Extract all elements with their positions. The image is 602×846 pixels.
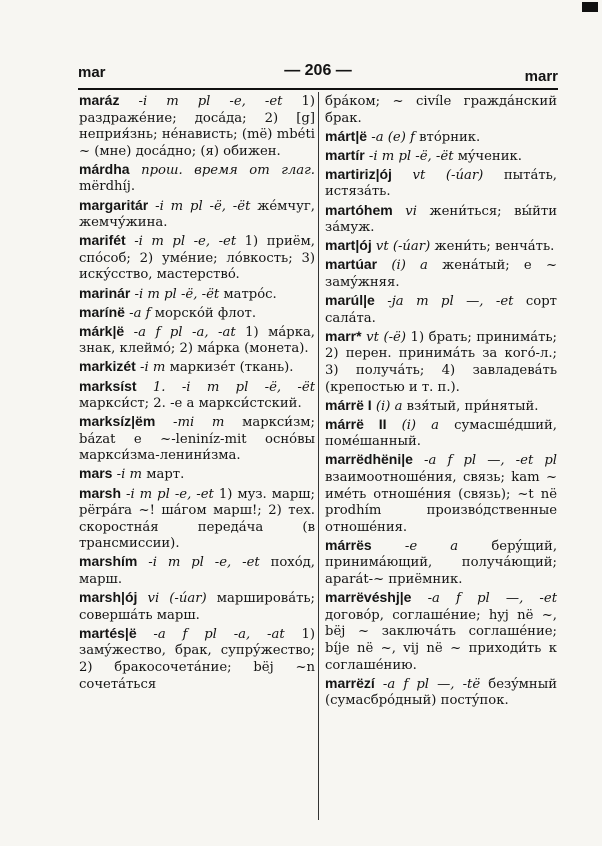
- entry-headword: márrës: [325, 536, 372, 553]
- dictionary-entry: [325, 397, 557, 416]
- entry-definition: маркси́ст; 2. -e a маркси́стский.: [79, 396, 302, 412]
- entry-definition: маркизéт (ткань).: [165, 360, 294, 376]
- entry-grammar: 1. -i m pl -ë, -ët: [136, 379, 315, 395]
- entry-headword: margaritár: [79, 196, 149, 213]
- entry-definition: женáтый; e ~ замýжняя.: [325, 258, 557, 290]
- dictionary-entry: [79, 589, 315, 624]
- entry-definition: 1) мáрка, знак, клеймó; 2) мáрка (монета).: [79, 324, 316, 357]
- entry-definition: 1) раздражéние; досáда; 2) [g] неприя́знь; нéнависть; (më) mbéti ~ (мне) досáдно; (я) обижен.: [79, 94, 315, 159]
- entry-definition: жени́ться; вы́йти зáмуж.: [325, 203, 557, 236]
- entry-headword: márrë I: [325, 396, 372, 413]
- entry-headword: marrëzí: [325, 674, 375, 691]
- dictionary-entry: [79, 161, 315, 196]
- entry-headword: marúl|e: [325, 292, 375, 309]
- entry-headword: martóhem: [325, 201, 393, 218]
- entry-definition: жени́ть; венчáть.: [430, 239, 555, 255]
- entry-grammar: -i m: [112, 467, 143, 483]
- dictionary-entry: [325, 256, 557, 291]
- entry-grammar: -i m pl -e, -et: [125, 234, 237, 250]
- entry-grammar: -a f pl —, -të: [374, 676, 481, 692]
- entry-definition: 1) муз. марш; përpára ~! шáгом марш!; 2) тех. скоростнáя передáча (в трансмиссии).: [79, 486, 315, 552]
- entry-grammar: -i m: [135, 360, 166, 376]
- entry-grammar: -i m pl -ë, -ët: [148, 198, 251, 214]
- entry-grammar: -a f: [124, 305, 151, 321]
- entry-headword: marksíz|ëm: [79, 413, 156, 430]
- dictionary-entry: [79, 323, 315, 358]
- dictionary-entry: [79, 92, 315, 160]
- dictionary-entry: [79, 485, 315, 553]
- entry-grammar: (i) a: [386, 417, 440, 433]
- dictionary-entry: [325, 147, 557, 166]
- entry-headword: mars: [79, 465, 113, 482]
- column-divider: [318, 92, 319, 820]
- entry-headword: marrëdhëni|e: [325, 451, 413, 468]
- entry-grammar: -a f pl —, -et pl: [412, 453, 557, 469]
- dictionary-entry: [79, 413, 315, 465]
- entry-grammar: -i m pl -ë, -ët: [364, 148, 454, 164]
- entry-headword: marinár: [79, 284, 131, 301]
- dictionary-entry: [79, 358, 315, 377]
- dictionary-entry: [325, 292, 557, 327]
- entry-headword: marsh|ój: [79, 589, 138, 606]
- entry-definition: сумасшéдший, помéшанный.: [325, 417, 557, 450]
- corner-mark: [582, 2, 598, 12]
- entry-definition: берýщий, принимáющий, получáющий; aparát-~ приёмник.: [325, 538, 558, 588]
- entry-headword: markizét: [79, 358, 136, 375]
- right-guide-word: marr: [524, 68, 558, 85]
- entry-grammar: -i m pl -e, -et: [119, 94, 283, 109]
- entry-headword: marrëvéshj|e: [325, 589, 412, 606]
- entry-definition: втóрник.: [414, 129, 481, 145]
- entry-grammar: vi (-úar): [137, 591, 207, 607]
- dictionary-entry: [325, 416, 557, 451]
- entry-definition: взя́тый, при́нятый.: [402, 398, 539, 414]
- entry-headword: márk|ë: [79, 322, 125, 339]
- entry-headword: marksíst: [79, 377, 137, 394]
- dictionary-entry: [79, 465, 315, 484]
- entry-definition: mërdhíj.: [79, 179, 136, 195]
- entry-headword: marifét: [79, 232, 126, 249]
- dictionary-entry: [79, 553, 315, 588]
- dictionary-entry: [79, 304, 315, 323]
- entry-definition: мýченик.: [453, 148, 522, 164]
- entry-headword: martír: [325, 146, 365, 163]
- entry-definition: безýмный (сумасбрóдный) постýпок.: [325, 676, 557, 709]
- entry-headword: márt|ë: [325, 127, 368, 144]
- entry-definition: маршировáть; совершáть марш.: [79, 591, 315, 623]
- entry-grammar: (i) a: [371, 398, 403, 414]
- entry-grammar: vt (-úar): [371, 239, 431, 255]
- entry-definition: 1) замýжество, брак, супрýжество; 2) бракосочетáние; bëj ~n сочетáться: [79, 626, 315, 692]
- dictionary-entry: [79, 197, 315, 232]
- dictionary-entry: [79, 232, 315, 284]
- entry-grammar: -i m pl -e, -et: [137, 555, 260, 571]
- entry-headword: márdha: [79, 160, 130, 177]
- entry-definition: 1) приём, спóсоб; 2) умéние; лóвкость; 3) искýсство, мастерствó.: [79, 234, 315, 283]
- entry-grammar: -i m pl -ë, -ët: [130, 286, 220, 302]
- dictionary-entry: [79, 625, 315, 693]
- dictionary-entry: [79, 285, 315, 304]
- entry-definition: договóр, соглашéние; hyj në ~, bëj ~ заключáть соглашéние; bíje në ~, vij në ~ приходи́ть к соглашéнию.: [325, 607, 557, 673]
- entry-grammar: -mi m: [155, 415, 225, 431]
- entry-definition: маркси́зм; bázat e ~-leniníz-mit оснóвы маркси́зма-ленини́зма.: [79, 415, 315, 464]
- entry-definition: пытáть, истязáть.: [325, 167, 557, 200]
- entry-headword: marr*: [325, 327, 362, 344]
- entry-definition: сорт салáта.: [325, 294, 557, 326]
- entry-headword: martiriz|ój: [325, 165, 392, 182]
- entry-grammar: -ja m pl —, -et: [374, 294, 514, 310]
- dictionary-entry: [325, 328, 557, 396]
- entry-headword: maráz: [79, 92, 120, 108]
- entry-headword: marshím: [79, 553, 138, 570]
- entry-grammar: -a f pl —, -et: [411, 591, 557, 607]
- page-number: — 206 —: [284, 62, 352, 79]
- entry-definition: брáком; ~ civíle граждáнский брак.: [325, 94, 557, 126]
- entry-headword: mart|ój: [325, 237, 372, 254]
- entry-grammar: vt (-úar): [391, 167, 484, 183]
- dictionary-entry: [325, 537, 557, 589]
- dictionary-entry: [325, 202, 557, 237]
- dictionary-entry: [325, 675, 557, 710]
- entry-grammar: vi: [392, 203, 417, 219]
- entry-grammar: -e a: [371, 538, 459, 554]
- entry-definition: матрóс.: [219, 286, 277, 302]
- left-guide-word: mar: [78, 64, 106, 81]
- entry-grammar: прош. время от глаг.: [129, 162, 315, 178]
- dictionary-entry: [79, 378, 315, 413]
- entry-definition: март.: [142, 467, 185, 483]
- entry-headword: marínë: [79, 303, 125, 320]
- left-column: [79, 92, 315, 694]
- header-rule: [78, 88, 558, 90]
- entry-definition: жéмчуг, жемчу́жина.: [79, 198, 315, 231]
- entry-headword: márrë II: [325, 415, 387, 432]
- right-column: [325, 92, 557, 710]
- dictionary-entry: [325, 237, 557, 256]
- dictionary-entry: [325, 166, 557, 201]
- entry-definition: морскóй флот.: [150, 305, 257, 321]
- running-head: [78, 62, 558, 84]
- dictionary-entry: [325, 92, 557, 127]
- entry-grammar: -a (e) f: [367, 129, 415, 145]
- entry-definition: взаимоотношéния, связь; kam ~ имéть отношéния (связь); ~t në prodhím произвóдственные отношéния.: [325, 469, 557, 535]
- dictionary-entry: [325, 451, 557, 536]
- entry-definition: похóд, марш.: [79, 555, 315, 588]
- entry-headword: martés|ë: [79, 624, 137, 641]
- entry-definition: 1) брать; принимáть; 2) перен. принимáть за когó-л.; 3) получáть; 4) завладевáть (крепостью и т. п.).: [325, 329, 557, 395]
- dictionary-entry: [325, 589, 557, 674]
- entry-grammar: vt (-ë): [361, 329, 406, 345]
- entry-grammar: (i) a: [377, 258, 428, 274]
- entry-grammar: -a f pl -a, -at: [124, 324, 236, 340]
- entry-headword: marsh: [79, 484, 122, 501]
- entry-grammar: -a f pl -a, -at: [136, 626, 285, 642]
- entry-headword: martúar: [325, 256, 378, 273]
- entry-grammar: -i m pl -e, -et: [121, 486, 214, 502]
- dictionary-entry: [325, 128, 557, 147]
